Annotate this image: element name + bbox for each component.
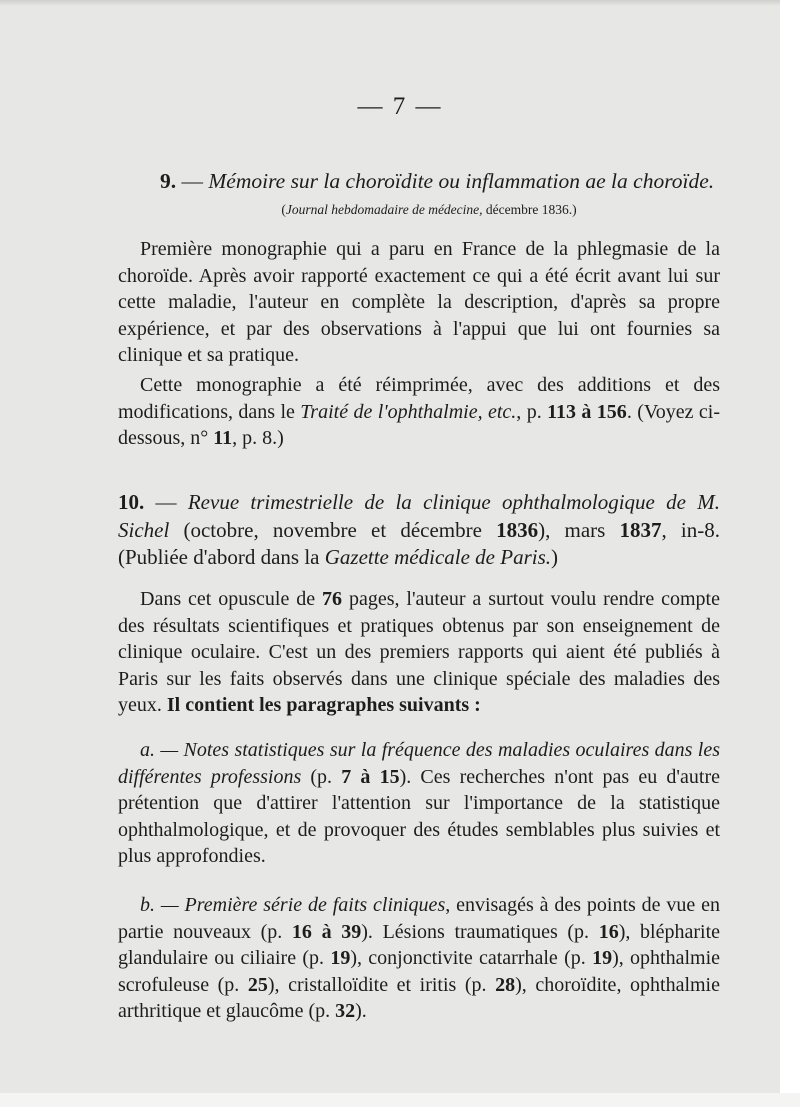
item-a-label: a. — [140,739,184,761]
entry-10-item-b: b. — Première série de faits cliniques, envisagés à des points de vue en partie nouveaux (p. 16 à 39). Lésions traumatiques (p. 16), blépharite glandulaire ou ciliaire (p. 19), conjonctivite catarrhale (p. 19), ophthalmie scrofuleuse (p. 25), cristalloïdite et iritis (p. 28), choroïdite, ophthalmie arthritique et glaucôme (p. 32). [118,894,721,1023]
item-b-label: b. — [140,894,185,916]
entry-10-paragraph-1: Dans cet opuscule de 76 pages, l'auteur a surtout voulu rendre compte des résultats scientifiques et pratiques obtenus par son enseignement de clinique oculaire. C'est un des premiers rapports qui aient été publiés à Paris sur les faits observés dans une clinique spéciale des maladies des yeux. Il contient les paragraphes suivants : [118,588,720,717]
page-number: — 7 — [357,93,443,120]
entry-9-paragraph-2: Cette monographie a été réimprimée, avec des additions et des modifications, dans le Traité de l'ophthalmie, etc., p. 113 à 156. (Voyez ci-dessous, n° 11, p. 8.) [118,374,720,450]
entry-10-number: 10. [118,490,145,514]
entry-10-item-a: a. — Notes statistiques sur la fréquence des maladies oculaires dans les différentes professions (p. 7 à 15). Ces recherches n'ont pas eu d'autre prétention que d'attirer l'attention sur l'importance de la statistique ophthalmologique, et de provoquer des études semblables plus suivies et plus approfondies. [118,739,721,868]
entry-9-journal: Journal hebdomadaire de médecine, [285,202,483,217]
gazette-medicale-ref: Gazette médicale de Paris. [324,545,552,569]
item-a-title: Notes statistiques sur la fréquence des maladies oculaires dans les différentes professions [118,739,720,788]
entry-10-title-text: Revue trimestrielle de la clinique ophthalmologique de M. Sichel [118,490,721,542]
entry-9-paragraph-1: Première monographie qui a paru en France de la phlegmasie de la choroïde. Après avoir rapporté exactement ce qui a été écrit avant lui sur cette maladie, l'auteur en complète la description, d'après sa propre expérience, et par des observations à l'appui que lui ont fournies sa clinique et sa pratique. [118,238,720,367]
entry-9-number: 9. [160,169,177,193]
scan-bottom-margin [0,1093,800,1107]
scan-right-margin [780,0,800,1107]
scan-top-shadow [0,0,800,6]
traite-ophthalmie-ref: Traité de l'ophthalmie, etc. [300,400,517,423]
entry-9-date: décembre 1836.) [482,202,577,217]
entry-9-source: (Journal hebdomadaire de médecine, décembre 1836.) [281,202,577,217]
paragraphs-intro: Il contient les paragraphes suivants : [166,694,481,717]
entry-9-title-text: Mémoire sur la choroïdite ou inflammation ae la choroïde. [208,169,715,193]
entry-10-heading: 10. — Revue trimestrielle de la clinique ophthalmologique de M. Sichel (octobre, novembre et décembre 1836), mars 1837, in-8. (Publiée d'abord dans la Gazette médicale de Paris.) [118,490,721,569]
item-b-title: Première série de faits cliniques [184,894,446,916]
entry-9-title: 9. — Mémoire sur la choroïdite ou inflammation ae la choroïde. [160,169,715,193]
